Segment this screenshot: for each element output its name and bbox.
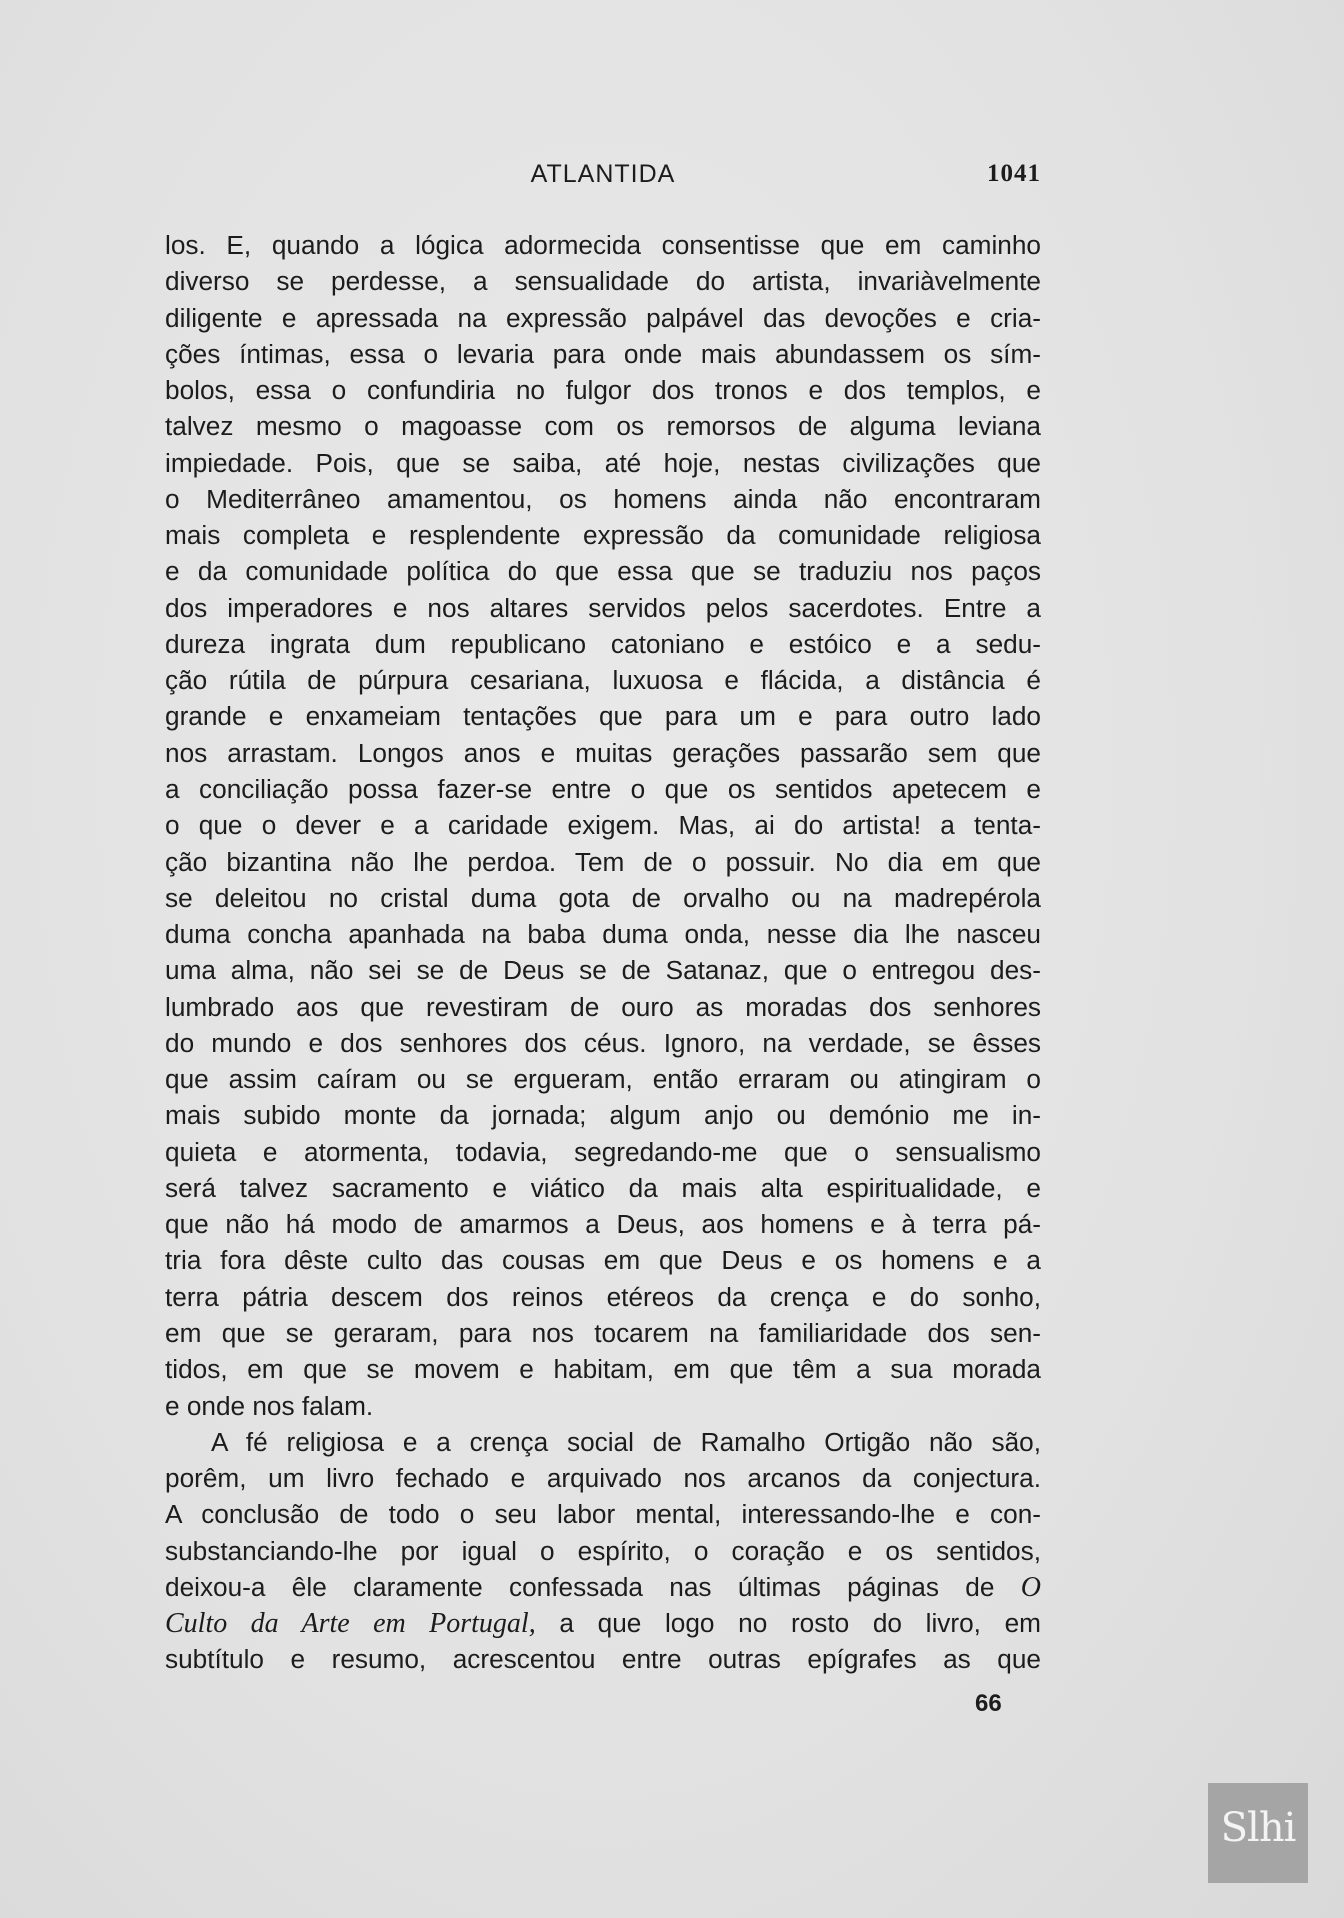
body-text	[165, 227, 1041, 1678]
text-line: los. E, quando a lógica adormecida consentisse que em caminho	[165, 230, 1041, 260]
text-line: impiedade. Pois, que se saiba, até hoje, nestas civilizações que	[165, 447, 1041, 478]
text-line: duma concha apanhada na baba duma onda, nesse dia lhe nasceu	[165, 919, 1041, 950]
watermark-logo	[1208, 1783, 1308, 1883]
text-line: bolos, essa o confundiria no fulgor dos tronos e dos templos, e	[165, 375, 1041, 406]
text-line: terra pátria descem dos reinos etéreos da crença e do sonho,	[165, 1281, 1041, 1312]
text-line: substanciando-lhe por igual o espírito, o coração e os sentidos,	[165, 1535, 1041, 1566]
text-line: mais subido monte da jornada; algum anjo ou demónio me in-	[165, 1100, 1041, 1131]
text-line: uma alma, não sei se de Deus se de Satanaz, que o entregou des-	[165, 955, 1041, 986]
text-line: quieta e atormenta, todavia, segredando-me que o sensualismo	[165, 1136, 1041, 1167]
text-line: subtítulo e resumo, acrescentou entre outras epígrafes as que	[165, 1644, 1041, 1675]
text-line: talvez mesmo o magoasse com os remorsos de alguma leviana	[165, 411, 1041, 442]
text-line: que assim caíram ou se ergueram, então erraram ou atingiram o	[165, 1064, 1041, 1095]
text-line-part: a que logo no rosto do livro, em	[559, 1608, 1041, 1639]
text-line: o Mediterrâneo amamentou, os homens ainda não encontraram	[165, 483, 1041, 514]
text-line-with-title	[165, 1605, 1041, 1641]
text-line-part: deixou-a êle claramente confessada nas últimas páginas de	[165, 1571, 995, 1602]
text-line: tria fora dêste culto das cousas em que Deus e os homens e a	[165, 1245, 1041, 1276]
text-line: diligente e apressada na expressão palpável das devoções e cria-	[165, 302, 1041, 333]
text-line: mais completa e resplendente expressão da comunidade religiosa	[165, 520, 1041, 551]
journal-title: ATLANTIDA	[530, 160, 676, 188]
text-line: tidos, em que se movem e habitam, em que têm a sua morada	[165, 1354, 1041, 1385]
text-line: nos arrastam. Longos anos e muitas gerações passarão sem que	[165, 737, 1041, 768]
text-line: em que se geraram, para nos tocarem na familiaridade dos sen-	[165, 1317, 1041, 1348]
text-line: A conclusão de todo o seu labor mental, interessando-lhe e con-	[165, 1499, 1041, 1530]
text-line: porêm, um livro fechado e arquivado nos arcanos da conjectura.	[165, 1463, 1041, 1494]
text-line: ção rútila de púrpura cesariana, luxuosa e flácida, a distância é	[165, 665, 1041, 696]
text-line: diverso se perdesse, a sensualidade do artista, invariàvelmente	[165, 266, 1041, 297]
paragraph-end-line: e onde nos falam.	[165, 1390, 374, 1421]
text-line: que não há modo de amarmos a Deus, aos homens e à terra pá-	[165, 1209, 1041, 1240]
text-line: ções íntimas, essa o levaria para onde mais abundassem os sím-	[165, 338, 1041, 369]
text-line: o que o dever e a caridade exigem. Mas, ai do artista! a tenta-	[165, 810, 1041, 841]
text-line: e da comunidade política do que essa que se traduziu nos paços	[165, 556, 1041, 587]
text-line: dos imperadores e nos altares servidos pelos sacerdotes. Entre a	[165, 592, 1041, 623]
signature-mark: 66	[975, 1690, 1002, 1717]
text-line: do mundo e dos senhores dos céus. Ignoro, na verdade, se êsses	[165, 1027, 1041, 1058]
running-head	[165, 160, 1041, 194]
text-line-with-title	[165, 1569, 1041, 1605]
watermark-text: Slhi	[1220, 1805, 1296, 1851]
page-number: 1041	[987, 160, 1041, 187]
text-line: se deleitou no cristal duma gota de orvalho ou na madrepérola	[165, 882, 1041, 913]
paragraph-start-line: A fé religiosa e a crença social de Ramalho Ortigão não são,	[211, 1426, 1041, 1457]
text-line: será talvez sacramento e viático da mais alta espiritualidade, e	[165, 1172, 1041, 1203]
text-line: ção bizantina não lhe perdoa. Tem de o possuir. No dia em que	[165, 846, 1041, 877]
book-title: Culto da Arte em Portugal,	[165, 1608, 536, 1640]
book-title-start: O	[1020, 1571, 1041, 1603]
text-line: grande e enxameiam tentações que para um e para outro lado	[165, 701, 1041, 732]
text-line: dureza ingrata dum republicano catoniano e estóico e a sedu-	[165, 628, 1041, 659]
text-line: lumbrado aos que revestiram de ouro as moradas dos senhores	[165, 991, 1041, 1022]
text-line: a conciliação possa fazer-se entre o que os sentidos apetecem e	[165, 773, 1041, 804]
